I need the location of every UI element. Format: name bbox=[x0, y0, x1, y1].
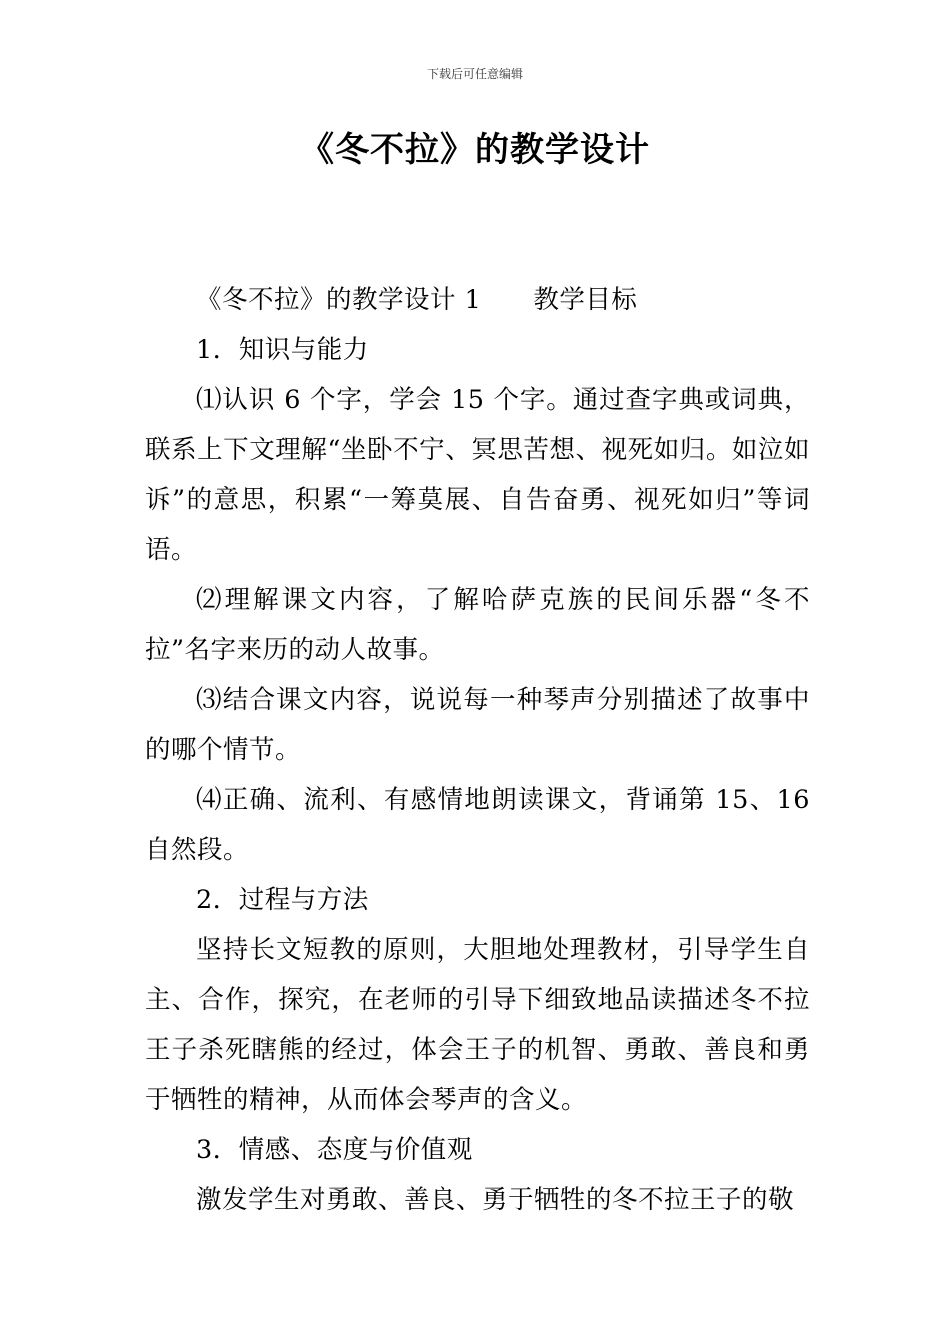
heading-part2: 教学目标 bbox=[533, 285, 638, 315]
section1-title: 1．知识与能力 bbox=[196, 335, 369, 365]
section1-item2: ⑵理解课文内容，了解哈萨克族的民间乐器“冬不拉”名字来历的动人故事。 bbox=[145, 585, 810, 665]
section1-item1: ⑴认识 6 个字，学会 15 个字。通过查字典或词典，联系上下文理解“坐卧不宁、冥思苦想、视死如归。如泣如诉”的意思，积累“一筹莫展、自告奋勇、视死如归”等词语。 bbox=[145, 385, 810, 565]
section1-item3: ⑶结合课文内容，说说每一种琴声分别描述了故事中的哪个情节。 bbox=[145, 685, 810, 765]
header-note: 下载后可任意编辑 bbox=[426, 67, 523, 81]
section-heading bbox=[145, 275, 810, 325]
document-body bbox=[145, 275, 810, 1225]
document-title: 《冬不拉》的教学设计 bbox=[300, 130, 650, 170]
section3-title: 3．情感、态度与价值观 bbox=[196, 1135, 473, 1165]
section2-title: 2．过程与方法 bbox=[196, 885, 369, 915]
section3-text: 激发学生对勇敢、善良、勇于牺牲的冬不拉王子的敬 bbox=[196, 1185, 795, 1215]
section2-text: 坚持长文短教的原则，大胆地处理教材，引导学生自主、合作，探究，在老师的引导下细致地品读描述冬不拉王子杀死瞎熊的经过，体会王子的机智、勇敢、善良和勇于牺牲的精神，从而体会琴声的含义。 bbox=[145, 935, 810, 1115]
section1-item4: ⑷正确、流利、有感情地朗读课文，背诵第 15、16 自然段。 bbox=[145, 785, 810, 865]
heading-part1: 《冬不拉》的教学设计 1 bbox=[196, 285, 482, 315]
